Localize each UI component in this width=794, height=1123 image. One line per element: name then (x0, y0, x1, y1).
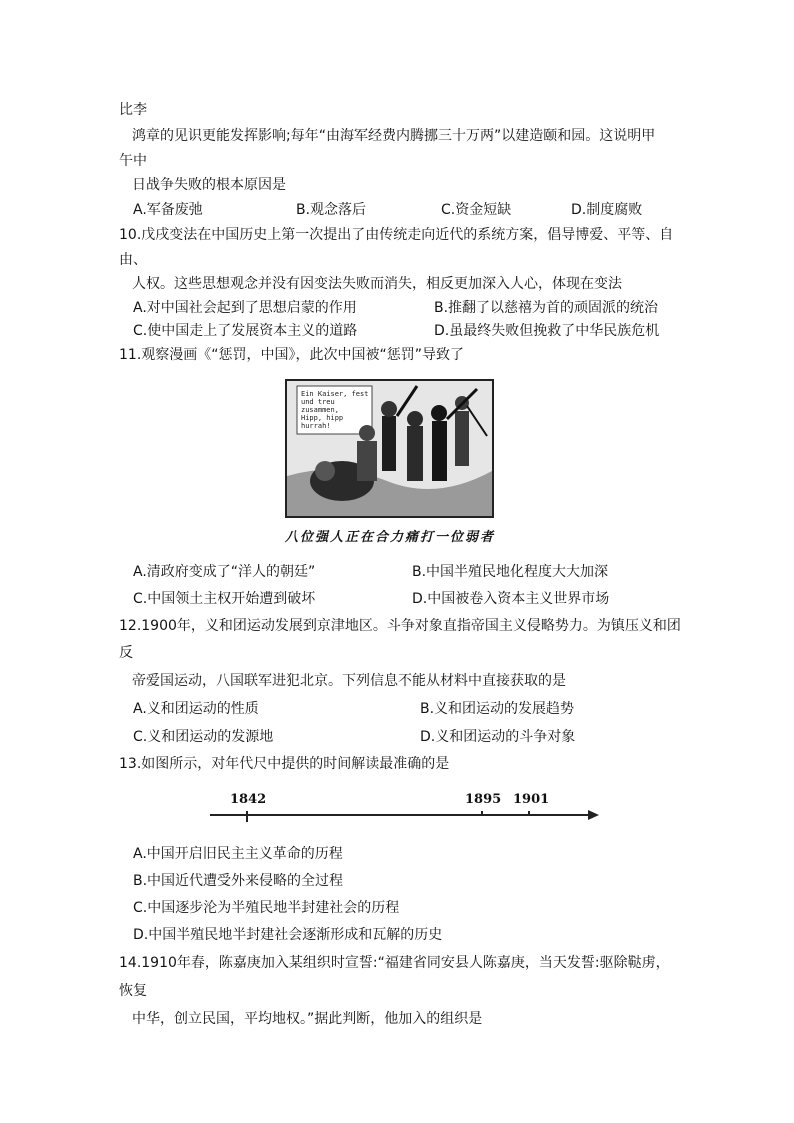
speech-text-5: hurrah! (301, 422, 331, 430)
q12-line-2: 反 (119, 645, 133, 661)
timeline-label-1901: 1901 (513, 792, 550, 807)
q10-line-2: 由、 (119, 252, 147, 268)
q13-option-d: D.中国半殖民地半封建社会逐渐形成和瓦解的历史 (133, 927, 443, 943)
q14-line-2: 恢复 (119, 983, 147, 999)
q10-line-3: 人权。这些思想观念并没有因变法失败而消失，相反更加深入人心，体现在变法 (132, 276, 622, 292)
q12-option-d: D.义和团运动的斗争对象 (420, 729, 576, 745)
q11-option-b: B.中国半殖民地化程度大大加深 (412, 564, 609, 580)
q13-option-b: B.中国近代遭受外来侵略的全过程 (133, 873, 344, 889)
q11-option-a: A.清政府变成了“洋人的朝廷” (133, 564, 316, 580)
q10-option-a: A.对中国社会起到了思想启蒙的作用 (133, 300, 357, 316)
q9-line-2: 鸿章的见识更能发挥影响;每年“由海军经费内腾挪三十万两”以建造颐和园。这说明甲 (132, 128, 656, 144)
speech-text-2: und treu (301, 398, 335, 406)
q11-line-1: 11.观察漫画《“惩罚，中国》，此次中国被“惩罚”导致了 (119, 347, 465, 363)
q12-option-c: C.义和团运动的发源地 (133, 729, 274, 745)
speech-text-3: zusammen, (301, 406, 339, 414)
q10-option-b: B.推翻了以慈禧为首的顽固派的统治 (434, 300, 659, 316)
q13-option-c: C.中国逐步沦为半殖民地半封建社会的历程 (133, 900, 400, 916)
q13-option-a: A.中国开启旧民主主义革命的历程 (133, 846, 343, 862)
q12-line-1: 12.1900年，义和团运动发展到京津地区。斗争对象直指帝国主义侵略势力。为镇压义和团 (119, 618, 681, 634)
q12-option-a: A.义和团运动的性质 (133, 701, 259, 717)
q10-option-d: D.虽最终失败但挽救了中华民族危机 (434, 323, 660, 339)
timeline-label-1895: 1895 (465, 792, 502, 807)
q12-option-b: B.义和团运动的发展趋势 (420, 701, 575, 717)
cartoon-image (285, 379, 494, 518)
speech-text-1: Ein Kaiser, fest (301, 390, 369, 398)
cartoon-caption: 八位强人正在合力痛打一位弱者 (285, 530, 496, 545)
q9-option-b: B.观念落后 (296, 202, 367, 218)
q11-option-c: C.中国领土主权开始遭到破坏 (133, 591, 316, 607)
q9-option-d: D.制度腐败 (571, 202, 643, 218)
q12-line-3: 帝爱国运动，八国联军进犯北京。下列信息不能从材料中直接获取的是 (132, 673, 566, 689)
q9-option-c: C.资金短缺 (441, 202, 512, 218)
q11-option-d: D.中国被卷入资本主义世界市场 (412, 591, 610, 607)
q14-line-3: 中华，创立民国，平均地权。”据此判断，他加入的组织是 (132, 1011, 483, 1027)
speech-text-4: Hipp, hipp (301, 414, 344, 422)
q14-line-1: 14.1910年春，陈嘉庚加入某组织时宣誓:“福建省同安县人陈嘉庚，当天发誓:驱除鞑虏， (119, 955, 670, 971)
q9-line-3: 午中 (119, 153, 147, 169)
q13-line-1: 13.如图所示，对年代尺中提供的时间解读最准确的是 (119, 756, 450, 772)
q9-option-a: A.军备废弛 (133, 202, 203, 218)
timeline-label-1842: 1842 (230, 792, 267, 807)
timeline-ruler (210, 785, 600, 825)
q10-line-1: 10.戊戌变法在中国历史上第一次提出了由传统走向近代的系统方案，倡导博爱、平等、自 (119, 227, 674, 243)
q9-line-4: 日战争失败的根本原因是 (132, 177, 286, 193)
q9-line-1: 比李 (119, 102, 147, 118)
q10-option-c: C.使中国走上了发展资本主义的道路 (133, 323, 358, 339)
